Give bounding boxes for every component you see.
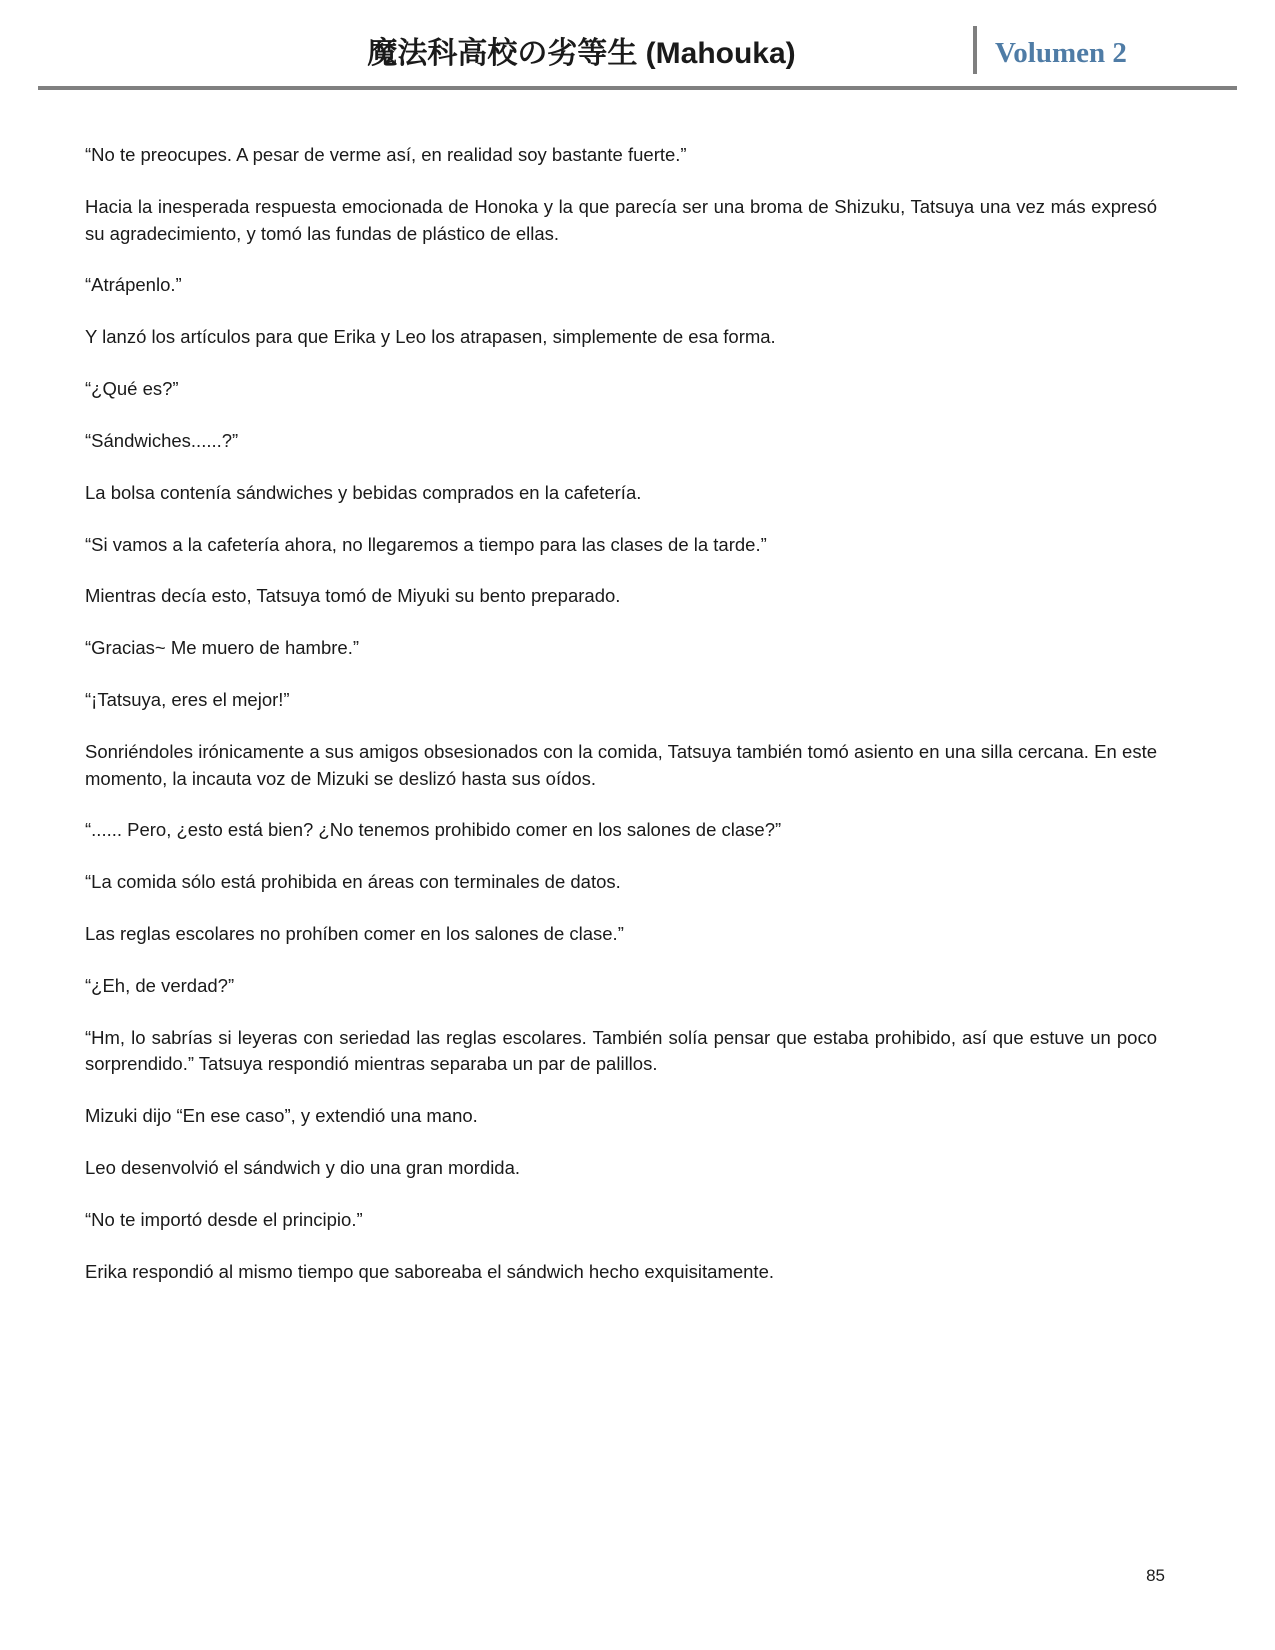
header-horizontal-rule: [38, 86, 1237, 90]
page-body: [0, 96, 1275, 1286]
paragraph: Mizuki dijo “En ese caso”, y extendió una mano.: [85, 1105, 478, 1127]
header-content: [0, 0, 1275, 76]
paragraph: Y lanzó los artículos para que Erika y Leo los atrapasen, simplemente de esa forma.: [85, 326, 776, 348]
paragraph: Las reglas escolares no prohíben comer en los salones de clase.”: [85, 923, 624, 944]
page-header: [0, 0, 1275, 96]
paragraph: “...... Pero, ¿esto está bien? ¿No tenemos prohibido comer en los salones de clase?”: [85, 819, 782, 841]
header-title: 魔法科高校の劣等生 (Mahouka): [367, 37, 796, 70]
paragraph: “¿Qué es?”: [85, 378, 179, 400]
paragraph: “¿Eh, de verdad?”: [85, 974, 235, 996]
paragraph: “Gracias~ Me muero de hambre.”: [85, 637, 360, 659]
paragraph: “Hm, lo sabrías si leyeras con seriedad las reglas escolares. También solía pensar que estaba prohibido, así que estuve un poco sorprendido.” Tatsuya respondió mientras separaba un par de palillos.: [85, 1026, 1157, 1075]
paragraph: “Sándwiches......?”: [85, 429, 239, 451]
page-number: 85: [1146, 1566, 1165, 1585]
header-volume-label: Volumen 2: [995, 37, 1127, 69]
paragraph: Erika respondió al mismo tiempo que saboreaba el sándwich hecho exquisitamente.: [85, 1260, 774, 1282]
paragraph: “¡Tatsuya, eres el mejor!”: [85, 688, 290, 710]
header-divider: [973, 26, 977, 74]
paragraph: Mientras decía esto, Tatsuya tomó de Miyuki su bento preparado.: [85, 585, 621, 607]
paragraph: “No te importó desde el principio.”: [85, 1208, 363, 1230]
paragraph: Sonriéndoles irónicamente a sus amigos obsesionados con la comida, Tatsuya también tomó asiento en una silla cercana. En este momento, la incauta voz de Mizuki se deslizó hasta sus oídos.: [85, 740, 1157, 789]
paragraph: Leo desenvolvió el sándwich y dio una gran mordida.: [85, 1157, 521, 1179]
paragraph: “Si vamos a la cafetería ahora, no llegaremos a tiempo para las clases de la tarde.”: [85, 533, 767, 555]
paragraph: “Atrápenlo.”: [85, 274, 182, 296]
paragraph: “No te preocupes. A pesar de verme así, en realidad soy bastante fuerte.”: [85, 144, 687, 165]
page-footer: [0, 1566, 1275, 1586]
paragraph: Hacia la inesperada respuesta emocionada de Honoka y la que parecía ser una broma de Shizuku, Tatsuya una vez más expresó su agradecimiento, y tomó las fundas de plástico de ellas.: [85, 195, 1157, 244]
paragraph: “La comida sólo está prohibida en áreas con terminales de datos.: [85, 871, 621, 893]
paragraph: La bolsa contenía sándwiches y bebidas comprados en la cafetería.: [85, 481, 642, 503]
